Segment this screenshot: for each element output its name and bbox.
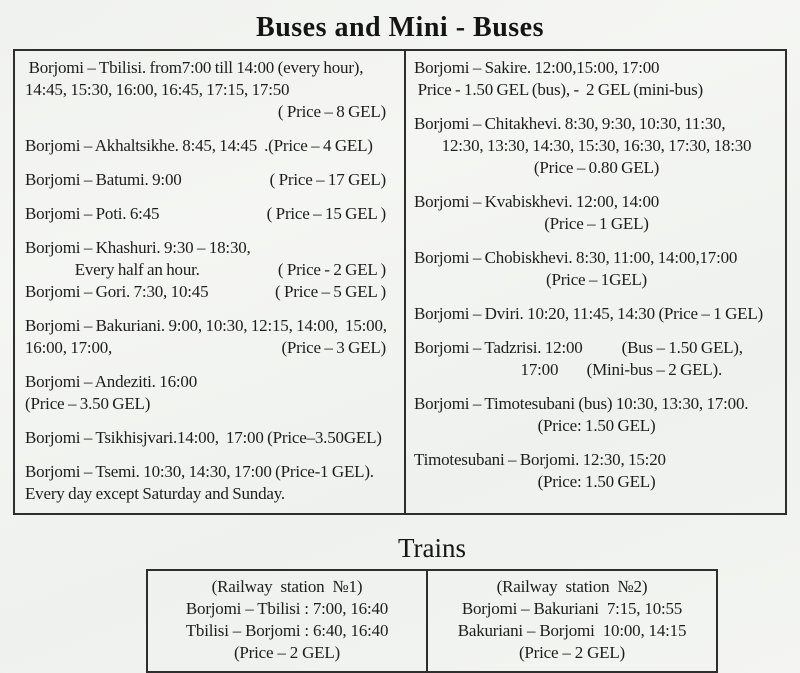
bus-schedule-entry bbox=[414, 393, 779, 437]
schedule-line: Price - 1.50 GEL (bus), - 2 GEL (mini-bus) bbox=[414, 80, 704, 99]
scanned-timetable-page bbox=[0, 12, 800, 673]
price-text: ( Price – 17 GEL) bbox=[269, 170, 386, 189]
page-title: Buses and Mini - Buses bbox=[256, 12, 544, 43]
schedule-line: ( Price – 8 GEL) bbox=[277, 102, 386, 121]
schedule-line: (Price – 3.50 GEL) bbox=[25, 394, 151, 413]
price-text: ( Price – 15 GEL ) bbox=[266, 204, 386, 223]
schedule-line: Borjomi – Chobiskhevi. 8:30, 11:00, 14:00,17:00 bbox=[414, 248, 738, 267]
schedule-line: Borjomi – Khashuri. 9:30 – 18:30, bbox=[25, 238, 251, 257]
bus-schedule-entry bbox=[25, 315, 400, 359]
trains-title: Trains bbox=[397, 533, 467, 563]
bus-schedule-entry bbox=[25, 203, 400, 225]
bus-column-left bbox=[15, 51, 404, 513]
route-text: Every half an hour. bbox=[25, 260, 200, 279]
schedule-line: Borjomi – Chitakhevi. 8:30, 9:30, 10:30, 11:30, bbox=[414, 114, 726, 133]
bus-schedule-entry bbox=[414, 337, 779, 381]
schedule-line: (Railway station №2) bbox=[496, 577, 648, 596]
schedule-line: 17:00 (Mini-bus – 2 GEL). bbox=[414, 360, 723, 379]
bus-schedule-entry bbox=[414, 449, 779, 493]
schedule-line: Borjomi – Bakuriani. 9:00, 10:30, 12:15, 14:00, 15:00, bbox=[25, 316, 387, 335]
bus-column-right bbox=[404, 51, 785, 513]
bus-schedule-entry bbox=[25, 371, 400, 415]
schedule-line: 14:45, 15:30, 16:00, 16:45, 17:15, 17:50 bbox=[25, 80, 290, 99]
trains-section bbox=[146, 533, 718, 673]
route-text: Borjomi – Batumi. 9:00 bbox=[25, 170, 182, 189]
schedule-line bbox=[25, 203, 400, 225]
schedule-line: Borjomi – Kvabiskhevi. 12:00, 14:00 bbox=[414, 192, 660, 211]
route-text: 16:00, 17:00, bbox=[25, 338, 113, 357]
schedule-line: (Railway station №1) bbox=[211, 577, 363, 596]
schedule-line bbox=[25, 281, 400, 303]
bus-schedule-entry bbox=[25, 57, 400, 123]
schedule-line: Bakuriani – Borjomi 10:00, 14:15 bbox=[457, 621, 687, 640]
schedule-line: Borjomi – Andeziti. 16:00 bbox=[25, 372, 197, 391]
bus-schedule-entry bbox=[25, 427, 400, 449]
schedule-line: Borjomi – Sakire. 12:00,15:00, 17:00 bbox=[414, 58, 660, 77]
bus-schedule-entry bbox=[25, 169, 400, 191]
schedule-line bbox=[25, 259, 400, 281]
bus-schedule-entry bbox=[414, 303, 779, 325]
price-text: ( Price - 2 GEL ) bbox=[277, 260, 386, 279]
train-timetable bbox=[146, 569, 718, 673]
schedule-line bbox=[25, 337, 400, 359]
schedule-line: Borjomi – Akhaltsikhe. 8:45, 14:45 .(Price – 4 GEL) bbox=[25, 136, 373, 155]
bus-timetable bbox=[13, 49, 787, 515]
schedule-line: (Price – 2 GEL) bbox=[518, 643, 626, 662]
train-station-2-cell bbox=[426, 571, 716, 671]
train-station-1-cell bbox=[148, 571, 426, 671]
bus-schedule-entry bbox=[25, 461, 400, 505]
bus-schedule-entry bbox=[414, 247, 779, 291]
schedule-line: Borjomi – Tbilisi. from7:00 till 14:00 (every hour), bbox=[25, 58, 364, 77]
schedule-line: (Price – 1 GEL) bbox=[544, 214, 649, 233]
schedule-line: (Price – 1GEL) bbox=[546, 270, 647, 289]
route-text: Borjomi – Poti. 6:45 bbox=[25, 204, 160, 223]
schedule-line: Borjomi – Bakuriani 7:15, 10:55 bbox=[461, 599, 683, 618]
bus-schedule-entry bbox=[25, 135, 400, 157]
schedule-line: Borjomi – Tadzrisi. 12:00 (Bus – 1.50 GEL), bbox=[414, 338, 743, 357]
schedule-line: (Price: 1.50 GEL) bbox=[537, 416, 656, 435]
schedule-line: Borjomi – Timotesubani (bus) 10:30, 13:30, 17:00. bbox=[414, 394, 749, 413]
schedule-line: (Price – 0.80 GEL) bbox=[533, 158, 660, 177]
bus-schedule-entry bbox=[25, 237, 400, 303]
schedule-line: Borjomi – Tsemi. 10:30, 14:30, 17:00 (Price-1 GEL). bbox=[25, 462, 374, 481]
schedule-line: Timotesubani – Borjomi. 12:30, 15:20 bbox=[414, 450, 666, 469]
bus-schedule-entry bbox=[414, 113, 779, 179]
schedule-line: Borjomi – Tbilisi : 7:00, 16:40 bbox=[185, 599, 389, 618]
price-text: (Price – 3 GEL) bbox=[281, 338, 386, 357]
schedule-line: Borjomi – Tsikhisjvari.14:00, 17:00 (Price–3.50GEL) bbox=[25, 428, 382, 447]
schedule-line: 12:30, 13:30, 14:30, 15:30, 16:30, 17:30, 18:30 bbox=[441, 136, 752, 155]
schedule-line: (Price – 2 GEL) bbox=[233, 643, 341, 662]
bus-schedule-entry bbox=[414, 191, 779, 235]
schedule-line bbox=[25, 169, 400, 191]
bus-schedule-entry bbox=[414, 57, 779, 101]
schedule-line: Tbilisi – Borjomi : 6:40, 16:40 bbox=[185, 621, 389, 640]
route-text: Borjomi – Gori. 7:30, 10:45 bbox=[25, 282, 209, 301]
price-text: ( Price – 5 GEL ) bbox=[274, 282, 386, 301]
schedule-line: (Price: 1.50 GEL) bbox=[537, 472, 656, 491]
schedule-line: Borjomi – Dviri. 10:20, 11:45, 14:30 (Price – 1 GEL) bbox=[414, 304, 763, 323]
schedule-line: Every day except Saturday and Sunday. bbox=[25, 484, 285, 503]
